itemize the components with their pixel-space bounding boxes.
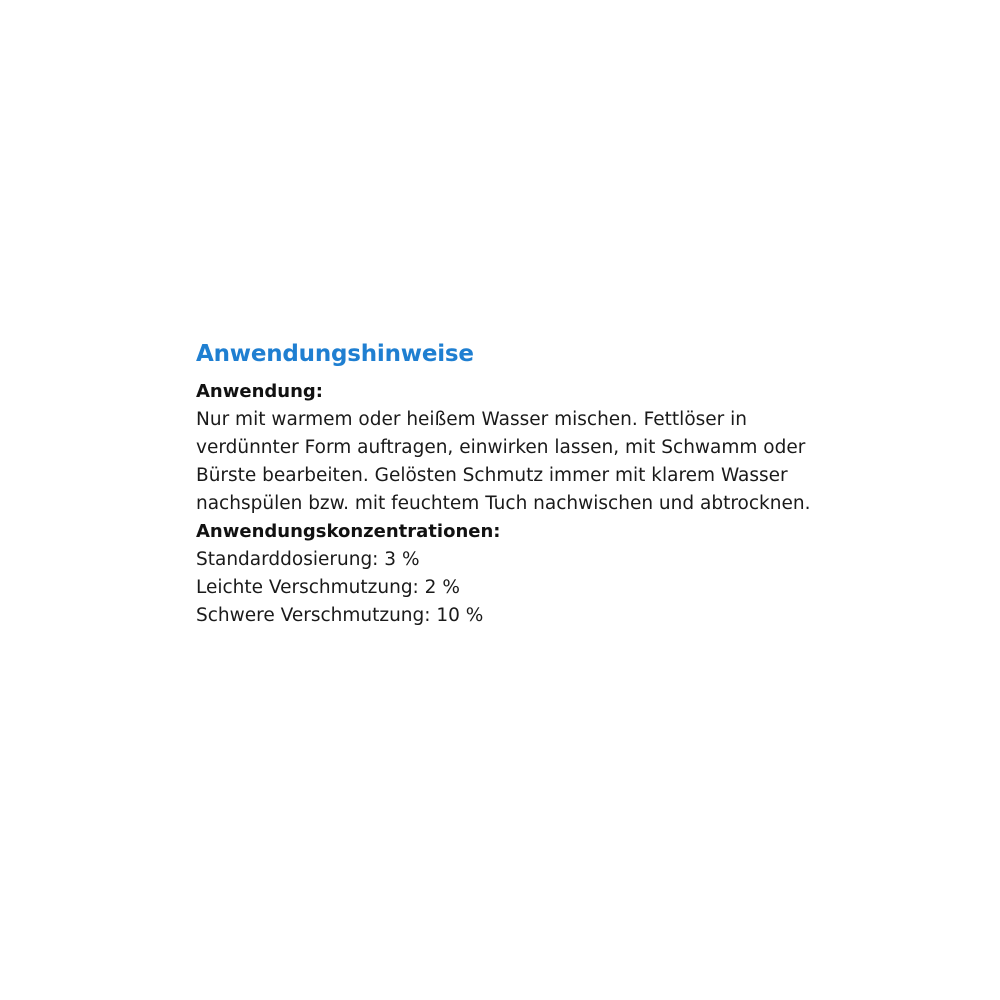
concentrations-list xyxy=(196,546,836,630)
concentrations-heading: Anwendungskonzentrationen: xyxy=(196,521,501,542)
usage-notes-section xyxy=(196,338,836,630)
usage-heading: Anwendung: xyxy=(196,381,323,402)
concentration-standard: Standarddosierung: 3 % xyxy=(196,549,420,570)
usage-paragraph: Nur mit warmem oder heißem Wasser mischen. Fettlöser in verdünnter Form auftragen, einwirken lassen, mit Schwamm oder Bürste bearbeiten. Gelösten Schmutz immer mit klarem Wasser nachspülen bzw. mit feuchtem Tuch nachwischen und abtrocknen. xyxy=(196,409,811,514)
section-title: Anwendungshinweise xyxy=(196,341,474,367)
concentration-heavy-soiling: Schwere Verschmutzung: 10 % xyxy=(196,605,484,626)
concentration-light-soiling: Leichte Verschmutzung: 2 % xyxy=(196,577,460,598)
